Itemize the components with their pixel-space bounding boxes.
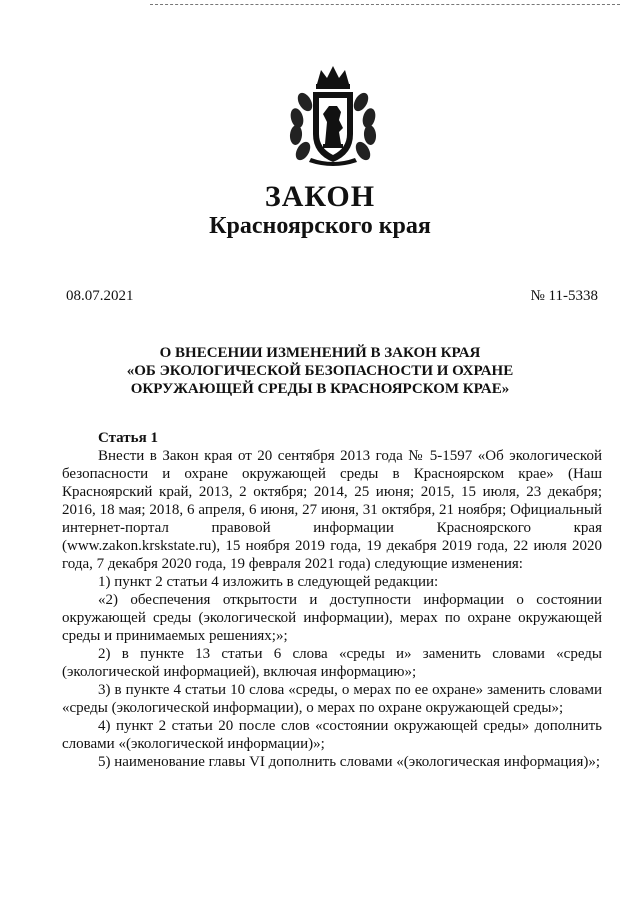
article-item: 3) в пункте 4 статьи 10 слова «среды, о мерах по ее охране» заменить словами «среды (экологической информации), о мерах по охране окружающей среды»; <box>62 682 602 716</box>
krasnoyarsk-coat-of-arms-icon <box>283 62 383 170</box>
article-item: 4) пункт 2 статьи 20 после слов «состоянии окружающей среды» дополнить словами «(экологической информации)»; <box>62 718 602 752</box>
document-number: № 11-5338 <box>530 288 598 304</box>
document-subtitle: Красноярского края <box>209 213 431 239</box>
article-item: «2) обеспечения открытости и доступности информации о состоянии окружающей среды (экологической информации), мерах по охране окружающей среды и принимаемых решениях;»; <box>62 592 602 644</box>
document-subject <box>60 344 580 398</box>
document-body <box>62 429 602 771</box>
article-item: 5) наименование главы VI дополнить словами «(экологическая информация)»; <box>98 754 601 770</box>
article-heading: Статья 1 <box>98 430 158 446</box>
document-title: ЗАКОН <box>264 180 376 213</box>
subject-line: О ВНЕСЕНИИ ИЗМЕНЕНИЙ В ЗАКОН КРАЯ <box>159 345 481 361</box>
subject-line: ОКРУЖАЮЩЕЙ СРЕДЫ В КРАСНОЯРСКОМ КРАЕ» <box>130 381 510 397</box>
subject-line: «ОБ ЭКОЛОГИЧЕСКОЙ БЕЗОПАСНОСТИ И ОХРАНЕ <box>126 363 514 379</box>
article-intro: Внести в Закон края от 20 сентября 2013 года № 5-1597 «Об экологической безопасности и охране окружающей среды в Красноярском крае» (Наш Красноярский край, 2013, 2 октября; 2014, 25 июня; 2015, 15 июля, 23 декабря; 2016, 18 мая; 2018, 6 апреля, 6 июня, 27 июня, 31 октября, 21 ноября; Официальный интернет-портал правовой информации Красноярского края (www.zakon.krskstate.ru), 15 ноября 2019 года, 19 декабря 2019 года, 22 июля 2020 года, 7 декабря 2020 года, 19 февраля 2021 года) следующие изменения: <box>62 448 602 572</box>
article-item: 2) в пункте 13 статьи 6 слова «среды и» заменить словами «среды (экологической информацией), включая информацию»; <box>62 646 602 680</box>
top-scan-line <box>150 4 620 5</box>
article-item: 1) пункт 2 статьи 4 изложить в следующей редакции: <box>98 574 439 590</box>
document-date: 08.07.2021 <box>66 288 134 304</box>
